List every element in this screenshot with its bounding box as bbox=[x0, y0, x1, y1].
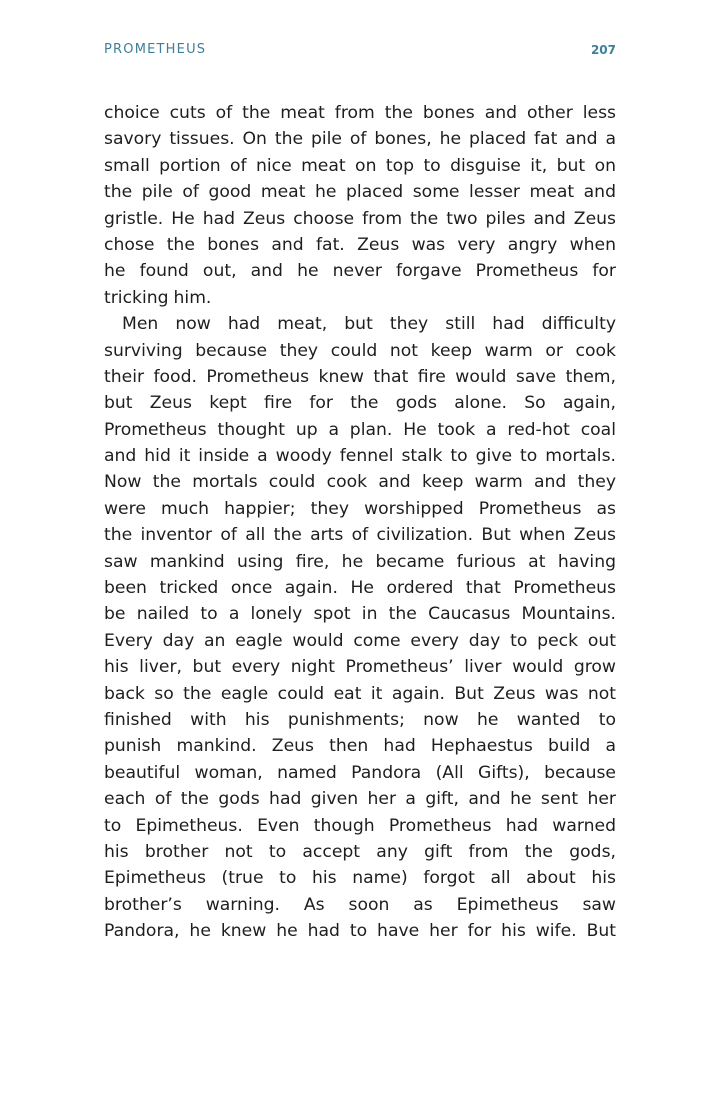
text-line: chose the bones and fat. Zeus was very angry when bbox=[104, 234, 616, 255]
text-line: tricking him. bbox=[104, 287, 212, 308]
text-line: Now the mortals could cook and keep warm and they bbox=[104, 472, 616, 493]
text-line: been tricked once again. He ordered that Prometheus bbox=[104, 578, 616, 599]
text-line: back so the eagle could eat it again. But Zeus was not bbox=[104, 683, 616, 704]
body-text bbox=[104, 100, 616, 945]
text-line: were much happier; they worshipped Prometheus as bbox=[104, 498, 616, 519]
text-line: but Zeus kept fire for the gods alone. So again, bbox=[104, 393, 616, 414]
text-line: small portion of nice meat on top to disguise it, but on bbox=[104, 155, 616, 176]
paragraph bbox=[104, 311, 616, 944]
text-line: he found out, and he never forgave Prometheus for bbox=[104, 261, 616, 282]
text-line: brother’s warning. As soon as Epimetheus saw bbox=[104, 894, 616, 915]
text-line: his liver, but every night Prometheus’ liver would grow bbox=[104, 657, 616, 678]
text-line: finished with his punishments; now he wanted to bbox=[104, 709, 616, 730]
text-line: his brother not to accept any gift from the gods, bbox=[104, 841, 616, 862]
text-line: Prometheus thought up a plan. He took a red-hot coal bbox=[104, 419, 616, 440]
paragraph bbox=[104, 100, 616, 311]
text-line: savory tissues. On the pile of bones, he placed fat and a bbox=[104, 129, 616, 150]
running-header bbox=[104, 42, 616, 64]
page-number: 207 bbox=[590, 43, 616, 57]
text-line: punish mankind. Zeus then had Hephaestus build a bbox=[104, 736, 616, 757]
text-line: the inventor of all the arts of civilization. But when Zeus bbox=[104, 525, 616, 546]
text-line: Men now had meat, but they still had difficulty bbox=[122, 314, 616, 335]
text-line: each of the gods had given her a gift, and he sent her bbox=[104, 789, 616, 810]
running-title: PROMETHEUS bbox=[104, 42, 207, 57]
text-line: be nailed to a lonely spot in the Caucasus Mountains. bbox=[104, 604, 616, 625]
text-line: beautiful woman, named Pandora (All Gifts), because bbox=[104, 762, 616, 783]
text-line: saw mankind using fire, he became furious at having bbox=[104, 551, 616, 572]
text-line: Epimetheus (true to his name) forgot all about his bbox=[104, 868, 616, 889]
text-line: the pile of good meat he placed some lesser meat and bbox=[104, 182, 616, 203]
text-line: surviving because they could not keep warm or cook bbox=[104, 340, 616, 361]
text-line: gristle. He had Zeus choose from the two piles and Zeus bbox=[104, 208, 616, 229]
text-line: Every day an eagle would come every day to peck out bbox=[104, 630, 616, 651]
text-line: Pandora, he knew he had to have her for his wife. But bbox=[104, 921, 616, 942]
text-line: their food. Prometheus knew that fire would save them, bbox=[104, 366, 616, 387]
text-line: and hid it inside a woody fennel stalk to give to mortals. bbox=[104, 446, 616, 467]
text-line: to Epimetheus. Even though Prometheus had warned bbox=[104, 815, 616, 836]
text-line: choice cuts of the meat from the bones and other less bbox=[104, 103, 616, 123]
